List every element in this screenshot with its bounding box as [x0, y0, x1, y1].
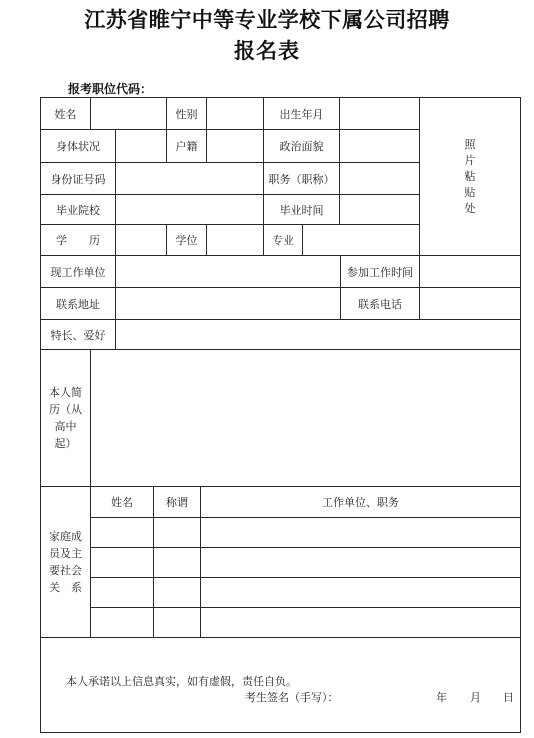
gender-field[interactable]	[206, 97, 264, 130]
photo-label-char: 处	[464, 201, 476, 215]
resume-label-line: 起）	[54, 437, 77, 450]
skills-field[interactable]	[115, 319, 521, 350]
form-subtitle: 报名表	[234, 39, 300, 63]
family-header-relation: 称谓	[153, 486, 201, 518]
job-title-label: 职务（职称）	[263, 162, 340, 195]
current-unit-label: 现工作单位	[40, 255, 116, 288]
birth-field[interactable]	[339, 97, 420, 130]
family-label-line: 员及主	[49, 547, 82, 560]
position-code-label: 报考职位代码：	[68, 82, 153, 96]
major-field[interactable]	[302, 224, 420, 256]
education-label: 学 历	[40, 224, 116, 256]
resume-label-line: 本人简	[49, 386, 82, 399]
photo-area[interactable]	[419, 97, 521, 256]
current-unit-field[interactable]	[115, 255, 341, 288]
family-cell-name[interactable]	[90, 577, 154, 608]
family-label	[40, 486, 91, 638]
health-label: 身体状况	[40, 129, 116, 163]
degree-label: 学位	[166, 224, 207, 256]
work-start-label: 参加工作时间	[340, 255, 420, 288]
name-field[interactable]	[90, 97, 167, 130]
skills-label: 特长、爱好	[40, 319, 116, 350]
idcard-field[interactable]	[115, 162, 264, 195]
address-field[interactable]	[115, 287, 341, 320]
school-label: 毕业院校	[40, 194, 116, 225]
family-cell-work[interactable]	[200, 577, 521, 608]
family-label-line: 要社会	[49, 564, 82, 577]
hukou-label: 户籍	[166, 129, 207, 163]
political-field[interactable]	[339, 129, 420, 163]
job-title-field[interactable]	[339, 162, 420, 195]
degree-field[interactable]	[206, 224, 264, 256]
photo-label-char: 片	[464, 153, 476, 167]
resume-label-line: 历（从	[49, 403, 82, 416]
family-cell-relation[interactable]	[153, 517, 201, 548]
birth-label: 出生年月	[263, 97, 340, 130]
address-label: 联系地址	[40, 287, 116, 320]
school-field[interactable]	[115, 194, 264, 225]
family-cell-relation[interactable]	[153, 577, 201, 608]
signature-label: 考生签名（手写）：	[245, 691, 339, 704]
family-cell-relation[interactable]	[153, 607, 201, 638]
family-cell-name[interactable]	[90, 547, 154, 578]
grad-time-field[interactable]	[339, 194, 420, 225]
photo-label-char: 粘	[464, 169, 476, 183]
idcard-label: 身份证号码	[40, 162, 116, 195]
family-header-name: 姓名	[90, 486, 154, 518]
hukou-field[interactable]	[206, 129, 264, 163]
grad-time-label: 毕业时间	[263, 194, 340, 225]
photo-label-char: 贴	[464, 185, 476, 199]
date-month-label: 月	[470, 691, 481, 704]
resume-label-line: 高中	[54, 420, 77, 433]
family-cell-work[interactable]	[200, 517, 521, 548]
family-cell-name[interactable]	[90, 517, 154, 548]
family-header-work: 工作单位、职务	[200, 486, 521, 518]
family-cell-name[interactable]	[90, 607, 154, 638]
education-field[interactable]	[115, 224, 167, 256]
family-label-line: 家庭成	[49, 530, 82, 543]
date-day-label: 日	[503, 691, 514, 704]
phone-field[interactable]	[419, 287, 521, 320]
family-cell-work[interactable]	[200, 547, 521, 578]
resume-field[interactable]	[90, 349, 521, 487]
political-label: 政治面貌	[263, 129, 340, 163]
health-field[interactable]	[115, 129, 167, 163]
form-title: 江苏省睢宁中等专业学校下属公司招聘	[84, 8, 450, 32]
major-label: 专业	[263, 224, 303, 256]
photo-label-char: 照	[464, 137, 476, 151]
work-start-field[interactable]	[419, 255, 521, 288]
family-cell-relation[interactable]	[153, 547, 201, 578]
name-label: 姓名	[40, 97, 91, 130]
gender-label: 性别	[166, 97, 207, 130]
family-cell-work[interactable]	[200, 607, 521, 638]
date-year-label: 年	[436, 691, 447, 704]
resume-label	[40, 349, 91, 487]
pledge-statement: 本人承诺以上信息真实，如有虚假，责任自负。	[66, 675, 297, 688]
family-label-line: 关 系	[49, 581, 82, 594]
phone-label: 联系电话	[340, 287, 420, 320]
